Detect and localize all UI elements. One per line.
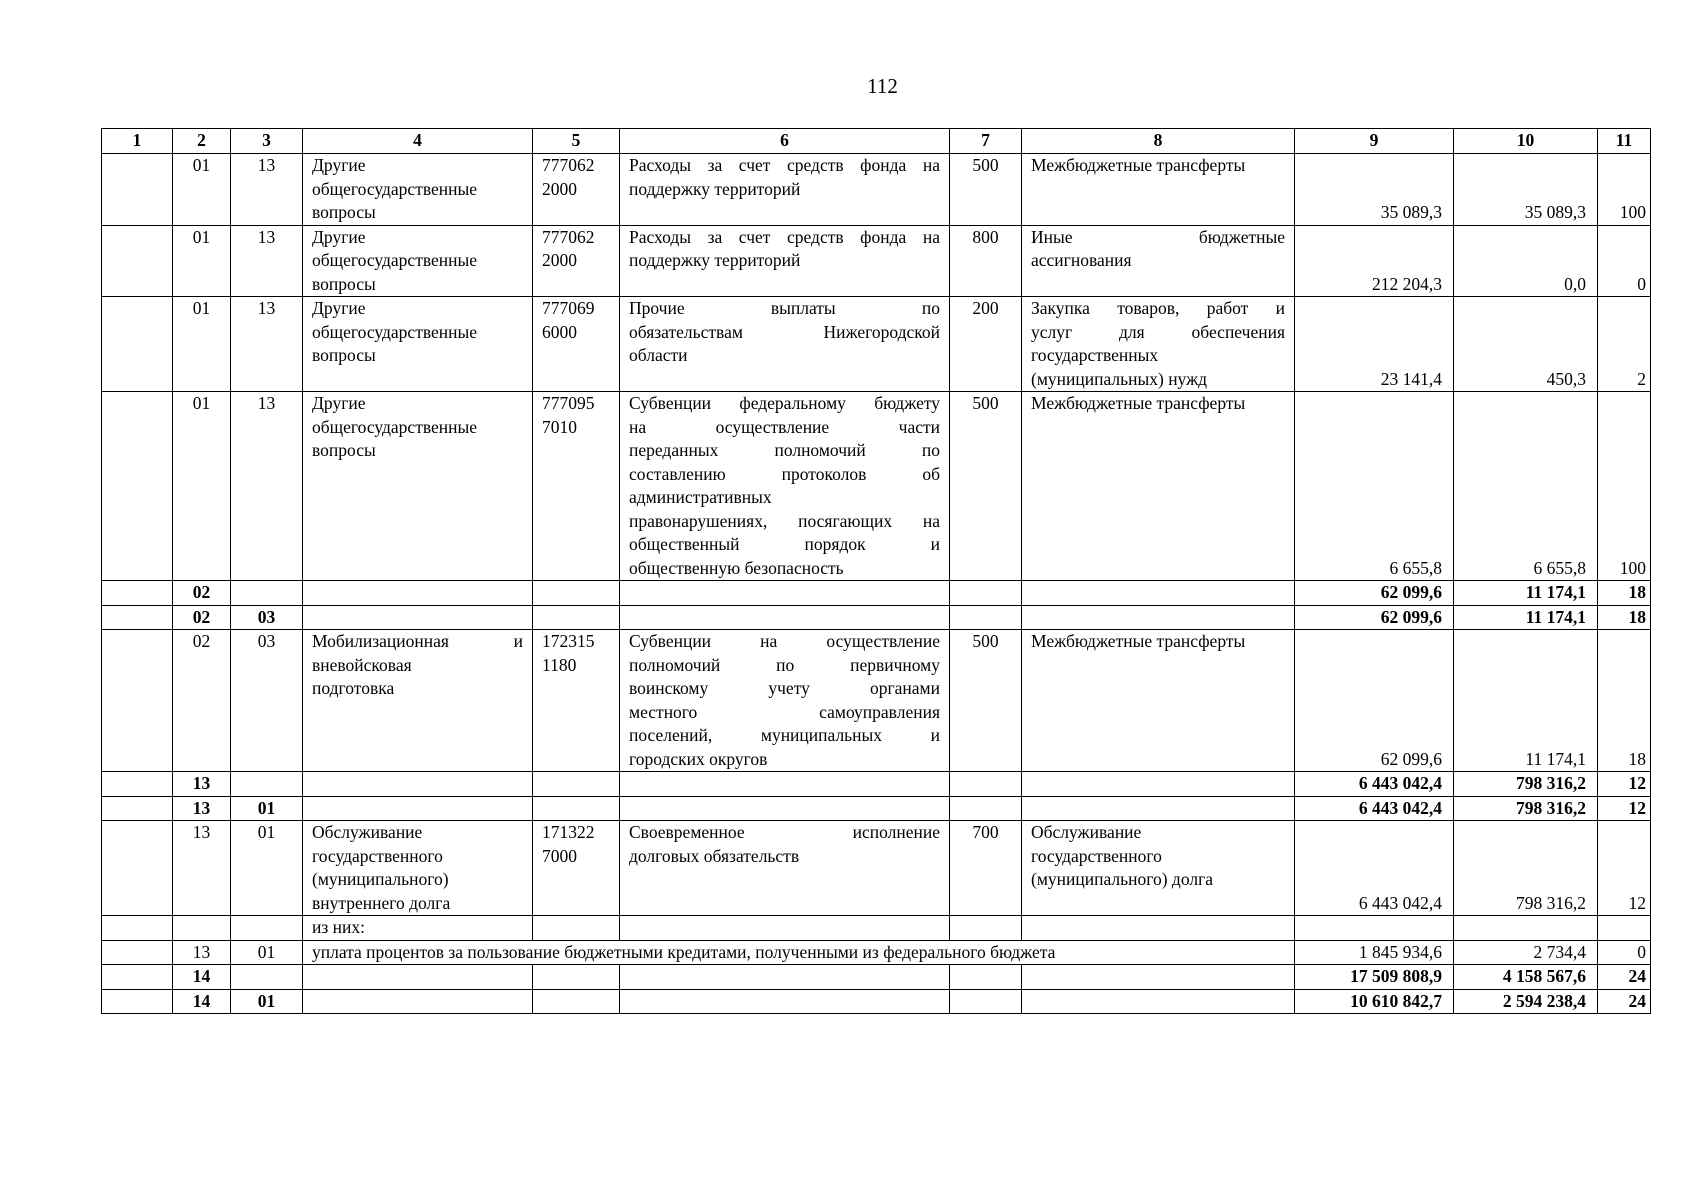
cell-type-name (1022, 581, 1295, 606)
cell-target-code-line: 2000 (542, 178, 577, 199)
cell-type-name (1022, 916, 1295, 941)
cell-section-name (303, 392, 533, 581)
table-row (102, 154, 1651, 226)
cell-plan-amount: 10 610 842,7 (1295, 989, 1454, 1014)
column-header: 8 (1022, 129, 1295, 154)
cell-target-code (533, 605, 620, 630)
cell-target-code (533, 916, 620, 941)
cell-target-code-line: 172315 (542, 631, 595, 651)
cell-actual-amount: 11 174,1 (1454, 605, 1598, 630)
cell-actual-amount (1454, 916, 1598, 941)
cell-subsection (231, 772, 303, 797)
cell-plan-amount: 6 443 042,4 (1295, 772, 1454, 797)
cell-type-name-line: (муниципального) долга (1031, 869, 1214, 889)
cell-type-code: 200 (950, 297, 1022, 392)
cell-plan-amount (1295, 916, 1454, 941)
cell-target-code-line: 6000 (542, 321, 577, 342)
cell-percent: 18 (1598, 630, 1651, 772)
cell-expense-description-line: составлению протоколов об (629, 463, 940, 484)
table-row (102, 965, 1651, 990)
cell-percent: 24 (1598, 989, 1651, 1014)
cell-percent: 100 (1598, 154, 1651, 226)
cell-section-name (303, 581, 533, 606)
cell-plan-amount: 62 099,6 (1295, 605, 1454, 630)
cell-section-name (303, 605, 533, 630)
cell-percent: 12 (1598, 772, 1651, 797)
cell-type-name (1022, 154, 1295, 226)
cell-type-code (950, 989, 1022, 1014)
table-row (102, 821, 1651, 916)
cell-target-code (533, 581, 620, 606)
cell-actual-amount: 798 316,2 (1454, 821, 1598, 916)
cell-subsection: 01 (231, 796, 303, 821)
cell-section-name (303, 154, 533, 226)
column-header: 2 (173, 129, 231, 154)
cell-col1 (102, 916, 173, 941)
cell-plan-amount: 62 099,6 (1295, 630, 1454, 772)
cell-target-code (533, 965, 620, 990)
cell-type-code: 500 (950, 154, 1022, 226)
cell-expense-description (620, 965, 950, 990)
cell-expense-description (620, 297, 950, 392)
cell-expense-description-line: Расходы за счет средств фонда на (629, 226, 940, 247)
cell-expense-description-line: Своевременное исполнение (629, 822, 940, 842)
table-row (102, 772, 1651, 797)
cell-section-name-line: государственного (312, 845, 443, 866)
cell-section-name (303, 796, 533, 821)
cell-section-name-line: Обслуживание (312, 822, 423, 842)
cell-expense-description-line: на осуществление части (629, 416, 940, 437)
cell-actual-amount: 11 174,1 (1454, 630, 1598, 772)
cell-target-code (533, 392, 620, 581)
cell-col1 (102, 154, 173, 226)
cell-subsection: 01 (231, 989, 303, 1014)
cell-section-name-line: Другие (312, 155, 366, 175)
cell-section-name (303, 297, 533, 392)
cell-type-name (1022, 772, 1295, 797)
cell-target-code (533, 630, 620, 772)
cell-target-code (533, 821, 620, 916)
cell-expense-description (620, 154, 950, 226)
cell-type-code (950, 916, 1022, 941)
cell-expense-description-line: области (629, 345, 688, 365)
column-header: 1 (102, 129, 173, 154)
cell-section-name (303, 630, 533, 772)
column-header: 5 (533, 129, 620, 154)
cell-actual-amount: 450,3 (1454, 297, 1598, 392)
cell-section-name-line: Другие (312, 226, 366, 247)
column-header: 10 (1454, 129, 1598, 154)
cell-type-name (1022, 821, 1295, 916)
table-row (102, 940, 1651, 965)
cell-subsection (231, 581, 303, 606)
cell-type-code: 700 (950, 821, 1022, 916)
cell-expense-description-line: Субвенции на осуществление (629, 631, 940, 651)
cell-section: 01 (173, 392, 231, 581)
cell-percent: 24 (1598, 965, 1651, 990)
cell-expense-description (620, 796, 950, 821)
cell-type-code (950, 796, 1022, 821)
cell-section-name-line: Другие (312, 393, 366, 413)
cell-section-name-line: вопросы (312, 345, 376, 365)
cell-expense-description (620, 225, 950, 297)
cell-subsection: 03 (231, 605, 303, 630)
cell-subsection: 13 (231, 154, 303, 226)
cell-section-name-line: общегосударственные (312, 250, 478, 270)
cell-target-code (533, 796, 620, 821)
cell-target-code (533, 989, 620, 1014)
cell-type-name-line: услуг для обеспечения (1031, 321, 1285, 342)
cell-col1 (102, 297, 173, 392)
cell-expense-description-line: Расходы за счет средств фонда на (629, 155, 940, 175)
cell-expense-description-line: общественную безопасность (629, 557, 844, 578)
cell-type-code: 800 (950, 225, 1022, 297)
cell-expense-description-line: поселений, муниципальных и (629, 725, 940, 745)
cell-type-code (950, 772, 1022, 797)
cell-col1 (102, 392, 173, 581)
cell-type-name (1022, 605, 1295, 630)
cell-section-name (303, 225, 533, 297)
cell-subsection: 13 (231, 297, 303, 392)
cell-expense-description-line: правонарушениях, посягающих на (629, 510, 940, 531)
cell-expense-description (620, 821, 950, 916)
cell-section: 13 (173, 772, 231, 797)
cell-col1 (102, 796, 173, 821)
cell-section-name-line: вопросы (312, 273, 376, 294)
cell-expense-description-line: общественный порядок и (629, 534, 940, 554)
cell-type-name-line: Обслуживание (1031, 822, 1142, 842)
table-row (102, 989, 1651, 1014)
cell-plan-amount: 62 099,6 (1295, 581, 1454, 606)
cell-type-code (950, 581, 1022, 606)
cell-type-name-line: (муниципальных) нужд (1031, 368, 1208, 389)
cell-section-name-line: вневойсковая (312, 654, 412, 675)
cell-plan-amount: 6 655,8 (1295, 392, 1454, 581)
cell-section-name-line: Мобилизационная и (312, 631, 523, 651)
cell-section: 14 (173, 965, 231, 990)
cell-section-name-line: Другие (312, 298, 366, 318)
cell-subsection: 13 (231, 392, 303, 581)
cell-target-code-line: 777069 (542, 298, 595, 318)
cell-actual-amount: 6 655,8 (1454, 392, 1598, 581)
cell-type-name-line: государственных (1031, 345, 1159, 365)
cell-section (173, 916, 231, 941)
cell-plan-amount: 212 204,3 (1295, 225, 1454, 297)
table-row (102, 392, 1651, 581)
cell-expense-description (620, 772, 950, 797)
cell-subsection (231, 916, 303, 941)
cell-expense-description-line: административных (629, 487, 772, 507)
cell-col1 (102, 965, 173, 990)
cell-type-name-line: Межбюджетные трансферты (1031, 155, 1246, 175)
cell-percent: 0 (1598, 940, 1651, 965)
cell-type-code: 500 (950, 630, 1022, 772)
cell-section-name-line: общегосударственные (312, 178, 478, 199)
cell-actual-amount: 798 316,2 (1454, 796, 1598, 821)
cell-description-wide: уплата процентов за пользование бюджетными кредитами, полученными из федерального бюджета (303, 940, 1295, 965)
cell-subsection (231, 965, 303, 990)
cell-percent: 100 (1598, 392, 1651, 581)
cell-percent (1598, 916, 1651, 941)
cell-percent: 18 (1598, 581, 1651, 606)
cell-percent: 12 (1598, 821, 1651, 916)
cell-plan-amount: 17 509 808,9 (1295, 965, 1454, 990)
cell-expense-description-line: городских округов (629, 748, 768, 769)
cell-section-name-line: общегосударственные (312, 416, 478, 437)
cell-subsection: 13 (231, 225, 303, 297)
cell-expense-description-line: местного самоуправления (629, 701, 940, 722)
cell-type-name (1022, 225, 1295, 297)
cell-plan-amount: 35 089,3 (1295, 154, 1454, 226)
cell-section-name-line: вопросы (312, 202, 376, 222)
cell-expense-description-line: долговых обязательств (629, 845, 800, 866)
cell-section-name-line: (муниципального) (312, 869, 449, 889)
cell-target-code (533, 772, 620, 797)
cell-expense-description (620, 989, 950, 1014)
cell-plan-amount: 6 443 042,4 (1295, 796, 1454, 821)
cell-section-name-line: подготовка (312, 678, 395, 698)
cell-section: 01 (173, 297, 231, 392)
cell-plan-amount: 23 141,4 (1295, 297, 1454, 392)
cell-expense-description (620, 605, 950, 630)
cell-section-name-line: вопросы (312, 440, 376, 460)
budget-table (101, 128, 1651, 1014)
column-header: 7 (950, 129, 1022, 154)
table-row (102, 297, 1651, 392)
cell-target-code-line: 7000 (542, 845, 577, 866)
cell-target-code-line: 171322 (542, 822, 595, 842)
table-row (102, 581, 1651, 606)
cell-expense-description-line: полномочий по первичному (629, 654, 940, 675)
cell-percent: 12 (1598, 796, 1651, 821)
cell-target-code-line: 777062 (542, 226, 595, 247)
cell-section: 01 (173, 225, 231, 297)
cell-actual-amount: 4 158 567,6 (1454, 965, 1598, 990)
cell-col1 (102, 989, 173, 1014)
cell-type-name-line: Межбюджетные трансферты (1031, 393, 1246, 413)
cell-section-name (303, 772, 533, 797)
table-row (102, 916, 1651, 941)
cell-type-name (1022, 796, 1295, 821)
cell-plan-amount: 6 443 042,4 (1295, 821, 1454, 916)
cell-col1 (102, 630, 173, 772)
table-header-row (102, 129, 1651, 154)
cell-target-code-line: 777062 (542, 155, 595, 175)
column-header: 11 (1598, 129, 1651, 154)
cell-section-name (303, 989, 533, 1014)
cell-actual-amount: 2 734,4 (1454, 940, 1598, 965)
cell-section: 13 (173, 796, 231, 821)
cell-target-code (533, 225, 620, 297)
cell-type-name-line: государственного (1031, 845, 1162, 866)
cell-type-code: 500 (950, 392, 1022, 581)
cell-type-code (950, 605, 1022, 630)
cell-col1 (102, 772, 173, 797)
cell-actual-amount: 798 316,2 (1454, 772, 1598, 797)
cell-section: 02 (173, 630, 231, 772)
cell-col1 (102, 821, 173, 916)
cell-col1 (102, 605, 173, 630)
cell-subsection: 01 (231, 821, 303, 916)
cell-type-name-line: Закупка товаров, работ и (1031, 298, 1285, 318)
table-row (102, 630, 1651, 772)
cell-section: 02 (173, 581, 231, 606)
cell-type-name-line: Межбюджетные трансферты (1031, 631, 1246, 651)
page-number: 112 (867, 74, 898, 98)
cell-expense-description (620, 916, 950, 941)
cell-section-name-line: общегосударственные (312, 321, 478, 342)
cell-section-name (303, 916, 533, 941)
cell-target-code-line: 2000 (542, 250, 577, 270)
cell-section: 14 (173, 989, 231, 1014)
cell-actual-amount: 0,0 (1454, 225, 1598, 297)
cell-subsection: 01 (231, 940, 303, 965)
cell-target-code-line: 1180 (542, 654, 577, 675)
cell-target-code (533, 154, 620, 226)
table-row (102, 796, 1651, 821)
column-header: 6 (620, 129, 950, 154)
cell-type-name-line: Иные бюджетные (1031, 226, 1285, 247)
cell-section: 01 (173, 154, 231, 226)
cell-section-name-line: из них: (312, 917, 365, 937)
cell-target-code-line: 777095 (542, 393, 595, 413)
cell-type-name (1022, 989, 1295, 1014)
cell-target-code (533, 297, 620, 392)
column-header: 9 (1295, 129, 1454, 154)
cell-actual-amount: 35 089,3 (1454, 154, 1598, 226)
cell-expense-description-line: Субвенции федеральному бюджету (629, 393, 940, 413)
column-header: 4 (303, 129, 533, 154)
cell-col1 (102, 225, 173, 297)
cell-type-name (1022, 297, 1295, 392)
cell-expense-description (620, 581, 950, 606)
cell-percent: 0 (1598, 225, 1651, 297)
cell-type-code (950, 965, 1022, 990)
cell-target-code-line: 7010 (542, 416, 577, 437)
cell-expense-description-line: воинскому учету органами (629, 678, 940, 698)
cell-section: 13 (173, 940, 231, 965)
cell-type-name (1022, 965, 1295, 990)
table-row (102, 225, 1651, 297)
cell-type-name-line: ассигнования (1031, 250, 1132, 270)
cell-section: 13 (173, 821, 231, 916)
cell-expense-description-line: Прочие выплаты по (629, 298, 940, 318)
cell-type-name (1022, 630, 1295, 772)
cell-expense-description-line: поддержку территорий (629, 250, 801, 270)
cell-actual-amount: 11 174,1 (1454, 581, 1598, 606)
cell-expense-description-line: переданных полномочий по (629, 440, 940, 460)
column-header: 3 (231, 129, 303, 154)
cell-plan-amount: 1 845 934,6 (1295, 940, 1454, 965)
table-row (102, 605, 1651, 630)
cell-section-name (303, 821, 533, 916)
cell-expense-description-line: поддержку территорий (629, 178, 801, 199)
cell-section: 02 (173, 605, 231, 630)
cell-expense-description (620, 630, 950, 772)
cell-actual-amount: 2 594 238,4 (1454, 989, 1598, 1014)
cell-expense-description-line: обязательствам Нижегородской (629, 321, 940, 342)
cell-expense-description (620, 392, 950, 581)
cell-section-name-line: внутреннего долга (312, 892, 451, 913)
cell-type-name (1022, 392, 1295, 581)
cell-percent: 18 (1598, 605, 1651, 630)
cell-section-name (303, 965, 533, 990)
cell-col1 (102, 940, 173, 965)
cell-percent: 2 (1598, 297, 1651, 392)
cell-subsection: 03 (231, 630, 303, 772)
cell-col1 (102, 581, 173, 606)
